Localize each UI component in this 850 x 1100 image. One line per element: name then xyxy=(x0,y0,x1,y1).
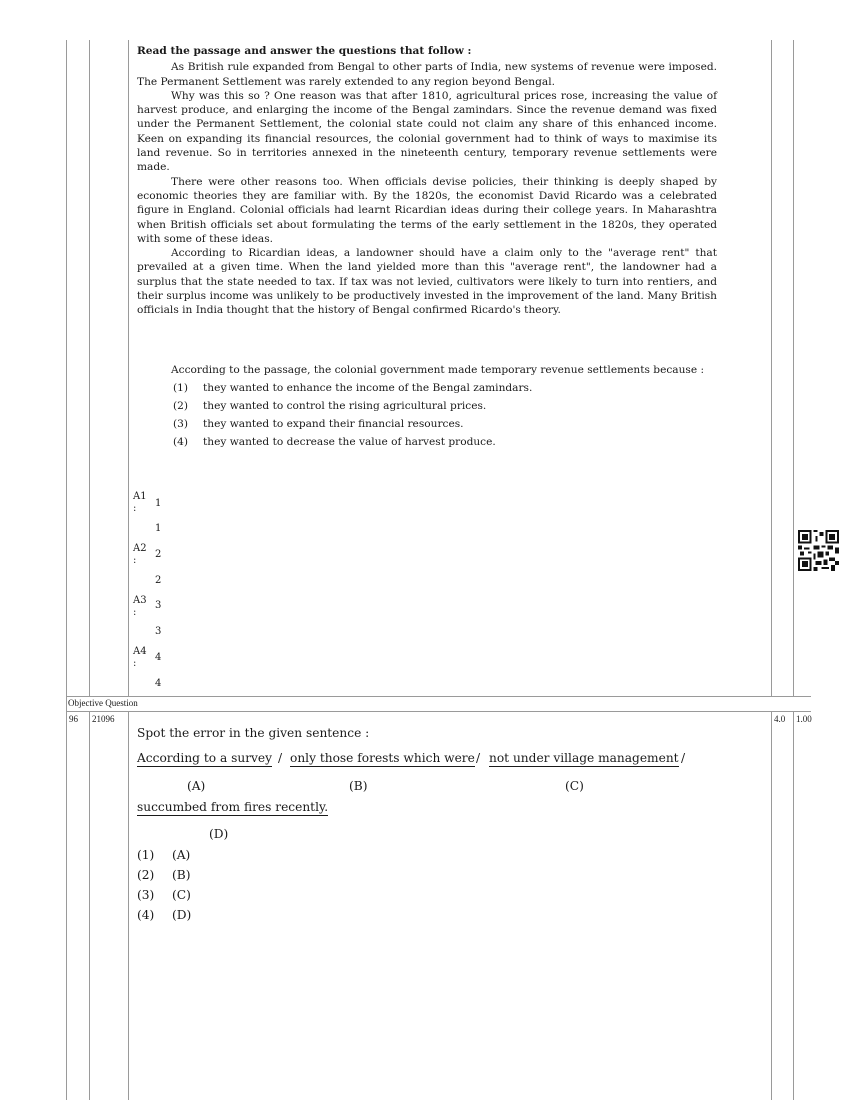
grid-line xyxy=(793,711,794,1100)
option-text: (A) xyxy=(172,848,191,862)
option-number: (1) xyxy=(173,381,189,394)
grid-line xyxy=(89,711,90,1100)
answer-repeat: 2 xyxy=(155,575,162,586)
question-marks: 4.0 xyxy=(774,714,786,724)
answer-colon: : xyxy=(133,658,137,669)
answer-repeat: 4 xyxy=(155,678,162,689)
section-label: Objective Question xyxy=(68,698,138,708)
option-row xyxy=(171,436,717,454)
segment-separator: / xyxy=(278,751,283,765)
grid-line xyxy=(793,40,794,696)
question-stem: According to the passage, the colonial government made temporary revenue settlements because : xyxy=(171,364,705,376)
segment-label-c: (C) xyxy=(565,779,584,793)
answer-label: A3 xyxy=(133,595,147,606)
segment-label-a: (A) xyxy=(187,779,206,793)
option-number: (3) xyxy=(137,888,155,902)
grid-line xyxy=(128,40,129,696)
answer-label: A4 xyxy=(133,646,147,657)
grid-line xyxy=(771,711,772,1100)
grid-line xyxy=(66,696,811,697)
sentence-segment-d: succumbed from fires recently. xyxy=(137,800,329,814)
grid-line xyxy=(771,40,772,696)
option-text: they wanted to expand their financial resources. xyxy=(203,417,464,430)
sentence-segment-a: According to a survey xyxy=(137,751,273,765)
passage-paragraph: Why was this so ? One reason was that after 1810, agricultural prices rose, increasing the value of harvest produce, and enlarging the income of the Bengal zamindars. Since the revenue demand was fixed under the Permanent Settlement, the colonial state could not claim any share of this enhanced income. Keen on expanding its financial resources, the colonial government had to think of ways to maximise its land revenue. So in territories annexed in the nineteenth century, temporary revenue settlements were made. xyxy=(137,89,717,174)
grid-line xyxy=(66,40,67,1100)
answer-repeat: 3 xyxy=(155,626,162,637)
answer-value: 2 xyxy=(155,549,162,560)
option-number: (4) xyxy=(137,908,155,922)
option-number: (4) xyxy=(173,435,189,448)
option-text: they wanted to enhance the income of the Bengal zamindars. xyxy=(203,381,533,394)
grid-line xyxy=(128,711,129,1100)
option-text: they wanted to control the rising agricultural prices. xyxy=(203,399,487,412)
grid-line xyxy=(66,711,811,712)
answer-label: A1 xyxy=(133,491,147,502)
grid-line xyxy=(89,40,90,696)
segment-label-d: (D) xyxy=(209,827,229,841)
option-row xyxy=(171,400,717,418)
passage-paragraph: According to Ricardian ideas, a landowner should have a claim only to the "average rent" that prevailed at a given time. When the land yielded more than this "average rent", the landowner had a surplus that the state needed to tax. If tax was not levied, cultivators were likely to turn into rentiers, and their surplus income was unlikely to be productively invested in the improvement of the land. Many British officials in India thought that the history of Bengal confirmed Ricardo's theory. xyxy=(137,247,717,317)
option-number: (1) xyxy=(137,848,155,862)
answer-colon: : xyxy=(133,503,137,514)
option-number: (3) xyxy=(173,417,189,430)
option-number: (2) xyxy=(173,399,189,412)
option-text: (C) xyxy=(172,888,191,902)
passage-paragraph: There were other reasons too. When officials devise policies, their thinking is deeply shaped by economic theories they are familiar with. By the 1820s, the economist David Ricardo was a celebrated figure in England. Colonial officials had learnt Ricardian ideas during their college years. In Maharashtra when British officials set about formulating the terms of the early settlement in the 1820s, they operated with some of these ideas. xyxy=(137,175,717,245)
segment-label-b: (B) xyxy=(349,779,368,793)
option-row xyxy=(171,418,717,436)
answer-repeat: 1 xyxy=(155,523,162,534)
reading-passage xyxy=(137,44,717,318)
option-number: (2) xyxy=(137,868,155,882)
option-text: (D) xyxy=(172,908,192,922)
answer-value: 4 xyxy=(155,652,162,663)
answer-value: 3 xyxy=(155,600,162,611)
option-row xyxy=(171,382,717,400)
answer-label: A2 xyxy=(133,543,147,554)
question-id: 21096 xyxy=(92,714,115,724)
question-2 xyxy=(137,726,737,926)
qr-code-icon xyxy=(798,530,839,571)
passage-paragraph: As British rule expanded from Bengal to other parts of India, new systems of revenue were imposed. The Permanent Settlement was rarely extended to any region beyond Bengal. xyxy=(137,61,717,88)
question-1 xyxy=(171,364,717,454)
sentence-segment-c: not under village management xyxy=(489,751,679,765)
question-negative-marks: 1.00 xyxy=(796,714,812,724)
answer-value: 1 xyxy=(155,498,162,509)
answer-colon: : xyxy=(133,607,137,618)
option-text: they wanted to decrease the value of harvest produce. xyxy=(203,435,496,448)
answer-colon: : xyxy=(133,555,137,566)
segment-separator: / xyxy=(476,751,481,765)
sentence-segment-b: only those forests which were xyxy=(290,751,475,765)
passage-heading: Read the passage and answer the questions that follow : xyxy=(137,45,472,57)
question-serial: 96 xyxy=(69,714,78,724)
option-text: (B) xyxy=(172,868,191,882)
question-stem: Spot the error in the given sentence : xyxy=(137,726,370,740)
segment-separator: / xyxy=(681,751,686,765)
